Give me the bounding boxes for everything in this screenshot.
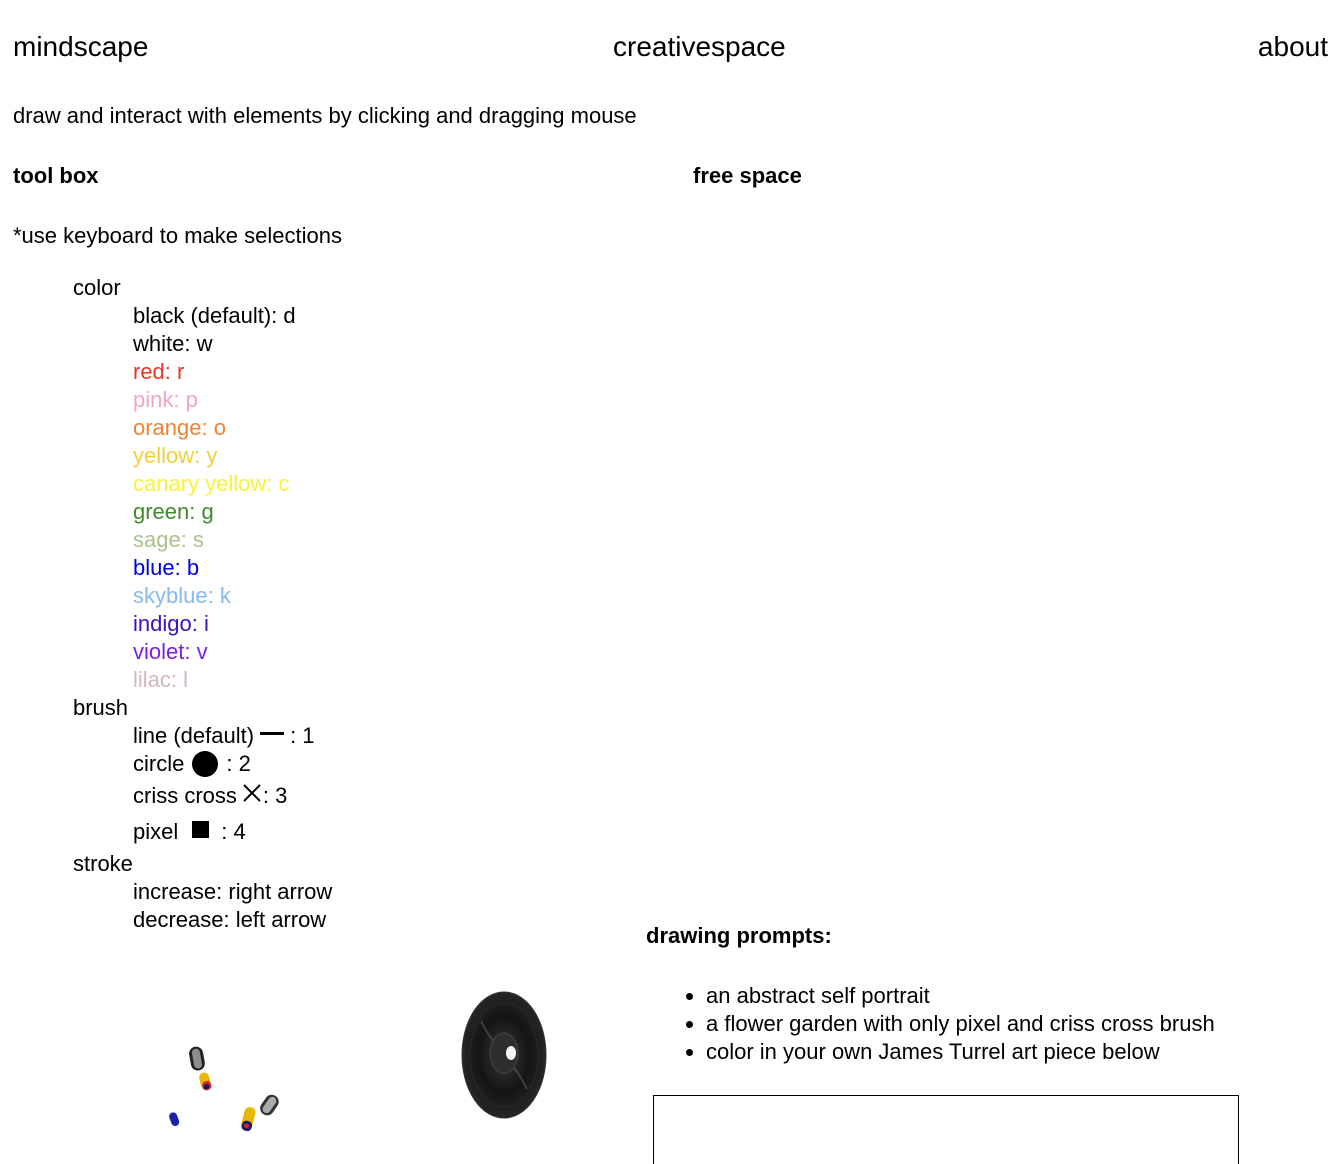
keyboard-note: *use keyboard to make selections	[13, 223, 342, 248]
color-option: blue: b	[133, 555, 200, 580]
prompts-heading: drawing prompts:	[646, 923, 832, 948]
color-option: indigo: i	[133, 611, 209, 636]
cd-disc-icon[interactable]	[461, 991, 547, 1124]
brush-pixel-label: pixel	[133, 819, 179, 844]
brush-group-title: brush	[73, 695, 129, 720]
brush-crisscross-key: : 3	[262, 783, 288, 808]
brush-option-line	[73, 722, 332, 750]
brush-pixel-key: : 4	[221, 819, 246, 844]
stroke-group-title: stroke	[73, 851, 133, 876]
brush-line-key: : 1	[290, 723, 315, 748]
color-option: orange: o	[133, 415, 226, 440]
nav-link-creativespace[interactable]: creativespace	[613, 31, 786, 62]
crayon-pieces-icon[interactable]	[160, 1040, 300, 1145]
toolbox-menu	[73, 274, 332, 934]
brush-option-pixel	[73, 814, 332, 850]
color-option: canary yellow: c	[133, 471, 290, 496]
line-icon	[260, 732, 284, 735]
prompts-list	[646, 982, 1215, 1066]
instructions-text: draw and interact with elements by clicking and dragging mouse	[13, 103, 637, 128]
color-option: red: r	[133, 359, 185, 384]
color-option: violet: v	[133, 639, 208, 664]
brush-circle-key: : 2	[226, 751, 251, 776]
color-option: yellow: y	[133, 443, 218, 468]
prompt-item: • a flower garden with only pixel and criss cross brush	[706, 1010, 1215, 1038]
color-group-title: color	[73, 275, 121, 300]
brush-option-crisscross	[73, 782, 332, 814]
prompt-item: • an abstract self portrait	[706, 982, 1215, 1010]
stroke-increase: increase: right arrow	[133, 879, 333, 904]
nav-link-about[interactable]: about	[1257, 31, 1328, 62]
color-option: pink: p	[133, 387, 198, 412]
square-icon	[192, 821, 209, 838]
color-option: sage: s	[133, 527, 204, 552]
stroke-decrease: decrease: left arrow	[133, 907, 327, 932]
color-options-list	[73, 302, 332, 694]
prompt-item: • color in your own James Turrel art piece below	[706, 1038, 1215, 1066]
brush-circle-label: circle	[133, 751, 185, 776]
freespace-heading: free space	[693, 163, 802, 188]
circle-icon	[192, 751, 218, 777]
brush-crisscross-label: criss cross	[133, 783, 237, 808]
brush-line-label: line (default)	[133, 723, 255, 748]
brush-option-circle	[73, 750, 332, 782]
color-option: skyblue: k	[133, 583, 231, 608]
color-option: green: g	[133, 499, 214, 524]
x-icon	[243, 781, 261, 809]
toolbox-heading: tool box	[13, 163, 99, 188]
color-option: white: w	[133, 331, 213, 356]
nav-link-mindscape[interactable]: mindscape	[13, 31, 149, 62]
turrell-art-canvas[interactable]	[653, 1095, 1239, 1164]
color-option: lilac: l	[133, 667, 189, 692]
color-option: black (default): d	[133, 303, 296, 328]
